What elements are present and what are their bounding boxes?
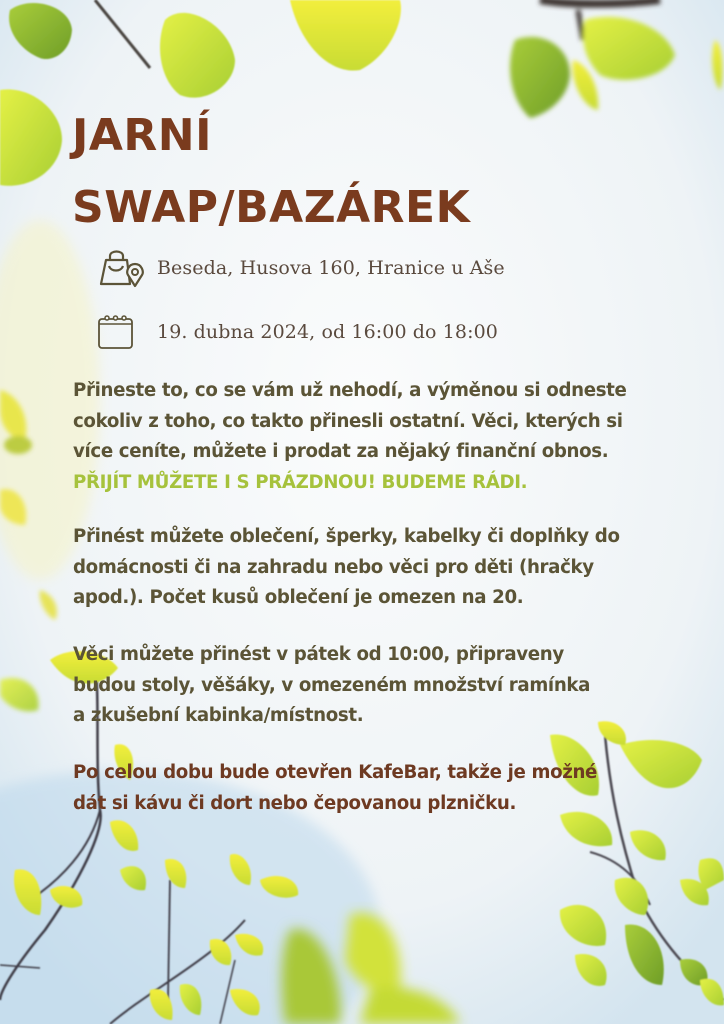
event-location [97,248,505,288]
title-line-1: JARNÍ [72,110,212,161]
paragraph-line: Věci můžete přinést v pátek od 10:00, připraveny [73,644,564,665]
shopping-bag-location-icon [97,248,149,288]
paragraph-line: cokoliv z toho, co takto přinesli ostatní. Věci, kterých si [73,410,623,432]
paragraph-line: více ceníte, můžete i prodat za nějaký finanční obnos. [73,441,609,462]
event-date [97,312,498,352]
highlight-message: PŘIJÍT MŮŽETE I S PRÁZDNOU! BUDEME RÁDI. [73,471,528,493]
paragraph-line: Přinést můžete oblečení, šperky, kabelky či doplňky do [73,526,620,547]
paragraph-dropoff [73,640,713,732]
title-line-2: SWAP/BAZÁREK [72,182,471,233]
calendar-icon [97,312,149,352]
paragraph-line: Přineste to, co se vám už nehodí, a výměnou si odneste [73,380,627,401]
paragraph-line: a zkušební kabinka/místnost. [73,705,364,726]
paragraph-items [73,522,713,614]
paragraph-kafebar [73,758,713,819]
location-text: Beseda, Husova 160, Hranice u Aše [157,257,505,279]
poster-title [72,100,470,244]
paragraph-line: domácnosti či na zahradu nebo věci pro děti (hračky [73,556,594,578]
paragraph-intro [73,376,713,498]
paragraph-line: budou stoly, věšáky, v omezeném množství ramínka [73,674,591,696]
date-text: 19. dubna 2024, od 16:00 do 18:00 [157,321,498,343]
paragraph-line: apod.). Počet kusů oblečení je omezen na 20. [73,587,524,608]
paragraph-line: dát si kávu či dort nebo čepovanou plzničku. [73,792,517,814]
paragraph-line: Po celou dobu bude otevřen KafeBar, takže je možné [73,762,598,783]
